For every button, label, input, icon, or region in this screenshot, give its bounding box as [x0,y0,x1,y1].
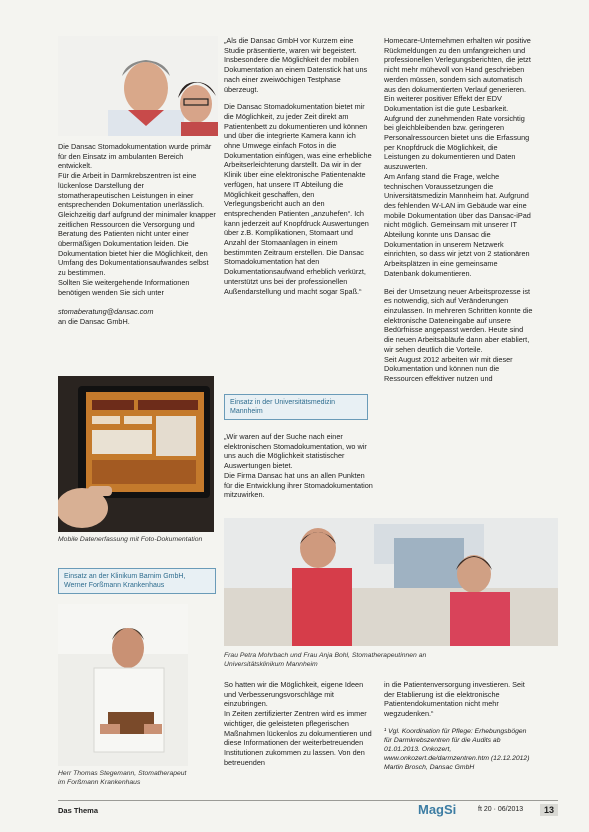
col3-paragraph-1: Homecare-Unternehmen erhalten wir positive Rückmeldungen zu den umfangreichen und professionellen Verlegungsberichten, die jetzt nicht mehr mühevoll von Hand geschrieben werden müssen, sondern sich automatisch aus den dokumentierten Verlauf generieren. Ein weiterer positiver Effekt der EDV Dokumentation ist die gute Lesbarkeit. Aufgrund der zunehmenden Rate vorsichtig bei gleichbleibenden bzw. geringeren Personalressourcen bietet uns die Erfassung per Knopfdruck die Möglichkeit, die Leistungen zu dokumentieren und Daten auszuwerten. Am Anfang stand die Frage, welche technischen Voraussetzungen die Universitätsmedizin Mannheim hat. Aufgrund des fehlenden W-LAN im Gebäude war eine mobile Dokumentation über das Dansac-iPad nicht möglich. Gemeinsam mit unserer IT Abteilung konnte uns Dansac die Dokumentation in unserem Netzwerk einrichten, so dass wir jetzt von 2 stationären Arbeitsplätzen in eine gemeinsame Datenbank dokumentieren. [384,36,531,278]
footnote: ¹ Vgl. Koordination für Pflege: Erhebungsbögen für Darmkrebszentren für die Audits ab 01.01.2013. Onkozert, www.onkozert.de/darmzentren.htm (12.12.2012) Martin Brosch, Dansac GmbH [384,727,530,771]
doctors-photo [58,36,218,136]
male-nurse-caption: Herr Thomas Stegemann, Stomatherapeut im Forßmann Krankenhaus [58,770,187,786]
nurses-photo [224,518,558,646]
col2-paragraph-4: So hatten wir die Möglichkeit, eigene Ideen und Verbesserungsvorschläge mit einzubringen. In Zeiten zertifizierter Zentren wird es immer wichtiger, die geleisteten pflegerischen Maßnahmen lückenlos zu dokumentieren und diese Informationen der weiterbetreuenden Institutionen zukommen zu lassen. Von den betreuenden [224,680,372,767]
column-1-text [58,142,216,334]
col3-paragraph-2: Bei der Umsetzung neuer Arbeitsprozesse ist es notwendig, sich auf Veränderungen einzulassen. In mehreren Schritten konnte die elektronische Dateneingabe auf unsere Bedürfnisse angepasst werden. Heute sind die neuen Arbeitsabläufe dann aber etabliert, wir sehen deutlich die Vorteile. Seit August 2012 arbeiten wir mit dieser Dokumentation und können nun die Ressourcen effektiver nutzen und [384,286,533,383]
ipad-caption: Mobile Datenerfassung mit Foto-Dokumentation [58,536,203,543]
universitaetsmedizin-box: Einsatz in der Universitätsmedizin Mannheim [224,394,368,420]
male-nurse-photo [58,604,188,766]
klinikum-barnim-box: Einsatz an der Klinikum Barnim GmbH, Werner Forßmann Krankenhaus [58,568,216,594]
section-label: Das Thema [58,806,99,815]
contact-email-link[interactable]: stomaberatung@dansac.com [58,306,154,316]
column-2-text-c [224,680,374,775]
col1-contact [58,297,216,326]
col3-paragraph-3: in die Patientenversorgung investieren. Seit der Etablierung ist die elektronische Patientendokumentation nicht mehr wegzudenken.“ [384,680,525,719]
col1-contact-tail: an die Dansac GmbH. [58,316,130,326]
page-number: 13 [540,804,558,816]
col2-paragraph-2: Die Dansac Stomadokumentation bietet mir die Möglichkeit, zu jeder Zeit direkt am Patientenbett zu dokumentieren und können und über die integrierte Kamera kann ich ohne Umwege einfach Fotos in die Dokumentation einfügen, was eine erhebliche Arbeitserleichterung darstellt. Da wir in der Klinik über eine elektronische Patientenakte verfügen, hat unsere IT Abteilung die Möglichkeit geschaffen, den Verlegungsbericht auch an den entsprechenden Patienten „anzuhefen“. Ich kann jederzeit auf Knopfdruck Auswertungen über z.B. Komplikationen, Stomaart und Anzahl der Stomaanlagen in einem bestimmten Zeitraum erstellen. Die Dansac Stomadokumentation hat den Dokumentationsaufwand erheblich verkürzt, unterstützt uns bei der professionellen Außendarstellung und macht sogar Spaß.“ [224,102,372,296]
page-footer [0,800,589,832]
ipad-photo [58,376,214,532]
col2-paragraph-3: „Wir waren auf der Suche nach einer elektronischen Stomadokumentation, wo wir uns auch die Möglichkeit statistischer Auswertungen bietet. Die Firma Dansac hat uns an allen Punkten für die Entwicklung ihrer Stomadokumentation mitzuwirken. [224,432,373,500]
brand-logo: MagSi [418,802,457,817]
column-3-text-b [384,680,534,772]
column-2-text [224,36,374,304]
column-2-text-b [224,432,374,508]
issue-label: ft 20 · 06/2013 [478,806,524,813]
col2-paragraph-1: „Als die Dansac GmbH vor Kurzem eine Studie präsentierte, waren wir begeistert. Insbesondere die Möglichkeit der mobilen Dokumentation an einem Datenstick hat uns nach einer zweiwöchigen Testphase überzeugt. [224,36,368,94]
footer-rule [58,800,558,801]
nurses-caption: Frau Petra Mohrbach und Frau Anja Bohl, Stomatherapeutinnen an Universitätsklinikum Mannheim [224,652,427,668]
column-3-text [384,36,534,392]
col1-paragraph-1: Die Dansac Stomadokumentation wurde primär für den Einsatz im ambulanten Bereich entwickelt. Für die Arbeit in Darmkrebszentren ist eine lückenlose Darstellung der stomatherapeutischen Leistungen in einer entsprechenden Dokumentation unerlässlich. Gleichzeitig darf aufgrund der minimaler knapper zeitlichen Ressourcen die Versorgung und Beratung des Patienten nicht unter einer übermäßigen Dokumentation leiden. Die Dokumentation bietet hier die Möglichkeit, den Umfang des Dokumentationsaufwandes selbst zu bestimmen. Sollten Sie weitergehende Informationen benötigen wenden Sie sich unter [58,142,216,297]
